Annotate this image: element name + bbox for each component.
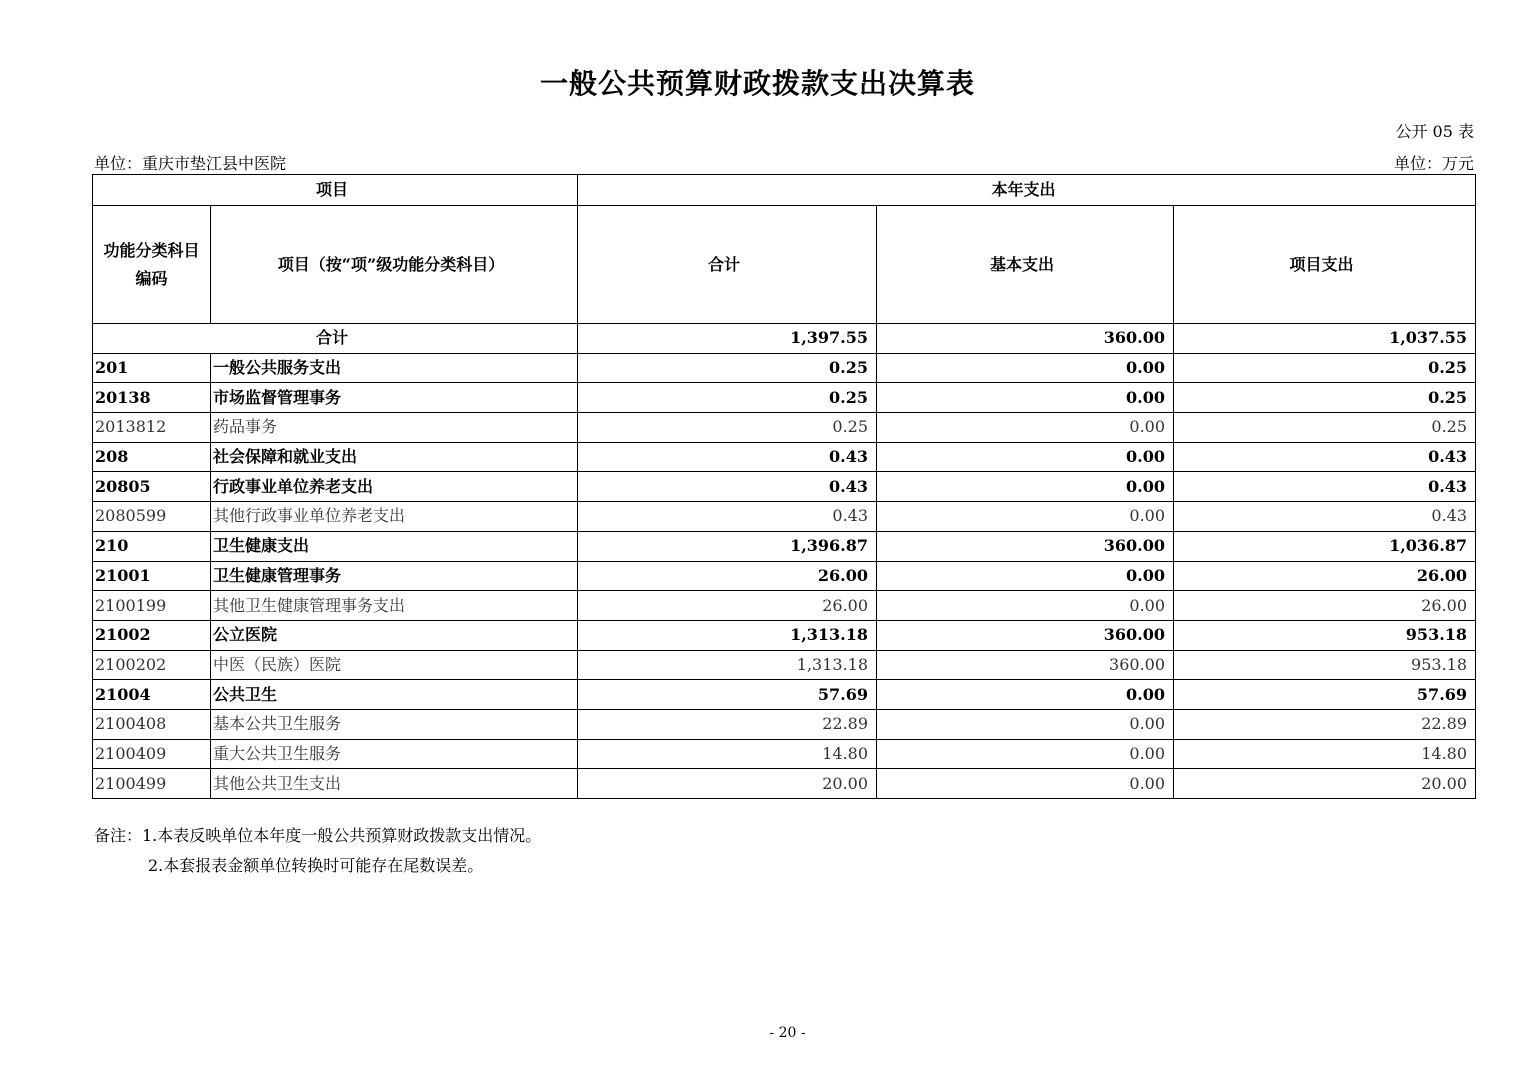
total-label: 合计 — [93, 324, 578, 354]
table-row — [93, 531, 1476, 561]
form-number: 公开 05 表 — [1395, 122, 1474, 141]
row-name: 中医（民族）医院 — [211, 650, 578, 680]
row-project: 26.00 — [1174, 591, 1476, 621]
table-row — [93, 383, 1476, 413]
row-project: 57.69 — [1174, 680, 1476, 710]
row-project: 20.00 — [1174, 769, 1476, 799]
row-total: 0.43 — [578, 442, 877, 472]
row-project: 0.25 — [1174, 413, 1476, 443]
row-name: 行政事业单位养老支出 — [211, 472, 578, 502]
row-total: 0.25 — [578, 383, 877, 413]
row-basic: 0.00 — [877, 769, 1174, 799]
row-total: 1,396.87 — [578, 531, 877, 561]
row-code: 21001 — [93, 561, 211, 591]
row-basic: 0.00 — [877, 353, 1174, 383]
note-line-1: 备注：1.本表反映单位本年度一般公共预算财政拨款支出情况。 — [94, 826, 542, 845]
table-row — [93, 502, 1476, 532]
row-basic: 0.00 — [877, 413, 1174, 443]
table-row — [93, 739, 1476, 769]
row-basic: 0.00 — [877, 709, 1174, 739]
reporting-unit: 单位：重庆市垫江县中医院 — [94, 154, 287, 173]
row-total: 0.43 — [578, 502, 877, 532]
row-basic: 0.00 — [877, 680, 1174, 710]
row-basic: 0.00 — [877, 561, 1174, 591]
header-name: 项目（按“项”级功能分类科目） — [211, 206, 578, 324]
row-basic: 0.00 — [877, 591, 1174, 621]
table-row — [93, 561, 1476, 591]
row-total: 0.25 — [578, 353, 877, 383]
row-code: 20805 — [93, 472, 211, 502]
header-project-group: 项目 — [93, 175, 578, 206]
row-name: 社会保障和就业支出 — [211, 442, 578, 472]
row-code: 21002 — [93, 620, 211, 650]
row-code: 2080599 — [93, 502, 211, 532]
total-project: 1,037.55 — [1174, 324, 1476, 354]
header-project-expense: 项目支出 — [1174, 206, 1476, 324]
row-name: 公立医院 — [211, 620, 578, 650]
table-row — [93, 413, 1476, 443]
row-name: 卫生健康管理事务 — [211, 561, 578, 591]
row-code: 2100202 — [93, 650, 211, 680]
table-row — [93, 650, 1476, 680]
header-total: 合计 — [578, 206, 877, 324]
note-line-2: 2.本套报表金额单位转换时可能存在尾数误差。 — [148, 856, 484, 875]
row-project: 14.80 — [1174, 739, 1476, 769]
table-row — [93, 472, 1476, 502]
total-basic: 360.00 — [877, 324, 1174, 354]
table-row — [93, 620, 1476, 650]
row-project: 0.43 — [1174, 442, 1476, 472]
row-project: 26.00 — [1174, 561, 1476, 591]
table-row — [93, 591, 1476, 621]
row-project: 0.25 — [1174, 353, 1476, 383]
row-total: 1,313.18 — [578, 650, 877, 680]
row-total: 14.80 — [578, 739, 877, 769]
row-name: 基本公共卫生服务 — [211, 709, 578, 739]
row-basic: 0.00 — [877, 502, 1174, 532]
row-total: 0.43 — [578, 472, 877, 502]
row-code: 2100199 — [93, 591, 211, 621]
row-name: 一般公共服务支出 — [211, 353, 578, 383]
row-project: 22.89 — [1174, 709, 1476, 739]
row-basic: 0.00 — [877, 472, 1174, 502]
row-name: 药品事务 — [211, 413, 578, 443]
row-project: 1,036.87 — [1174, 531, 1476, 561]
row-basic: 0.00 — [877, 383, 1174, 413]
row-project: 0.43 — [1174, 472, 1476, 502]
header-basic: 基本支出 — [877, 206, 1174, 324]
row-code: 2100409 — [93, 739, 211, 769]
row-total: 0.25 — [578, 413, 877, 443]
row-total: 1,313.18 — [578, 620, 877, 650]
row-name: 卫生健康支出 — [211, 531, 578, 561]
header-year-expense-group: 本年支出 — [578, 175, 1476, 206]
row-name: 市场监督管理事务 — [211, 383, 578, 413]
row-total: 26.00 — [578, 561, 877, 591]
header-code: 功能分类科目编码 — [93, 206, 211, 324]
row-code: 2013812 — [93, 413, 211, 443]
table-row — [93, 680, 1476, 710]
total-amount: 1,397.55 — [578, 324, 877, 354]
row-code: 201 — [93, 353, 211, 383]
header-row-groups — [93, 175, 1476, 206]
row-code: 2100408 — [93, 709, 211, 739]
row-code: 21004 — [93, 680, 211, 710]
row-code: 20138 — [93, 383, 211, 413]
row-project: 0.25 — [1174, 383, 1476, 413]
row-project: 0.43 — [1174, 502, 1476, 532]
row-project: 953.18 — [1174, 650, 1476, 680]
row-total: 57.69 — [578, 680, 877, 710]
table-row — [93, 769, 1476, 799]
header-row-columns — [93, 206, 1476, 324]
row-name: 其他行政事业单位养老支出 — [211, 502, 578, 532]
table-row — [93, 353, 1476, 383]
row-project: 953.18 — [1174, 620, 1476, 650]
total-row — [93, 324, 1476, 354]
row-name: 公共卫生 — [211, 680, 578, 710]
row-basic: 360.00 — [877, 531, 1174, 561]
row-name: 其他公共卫生支出 — [211, 769, 578, 799]
row-code: 2100499 — [93, 769, 211, 799]
row-code: 210 — [93, 531, 211, 561]
table-row — [93, 442, 1476, 472]
row-code: 208 — [93, 442, 211, 472]
row-basic: 0.00 — [877, 739, 1174, 769]
row-total: 20.00 — [578, 769, 877, 799]
row-total: 22.89 — [578, 709, 877, 739]
currency-unit: 单位：万元 — [1393, 154, 1474, 173]
row-total: 26.00 — [578, 591, 877, 621]
expenditure-table — [92, 174, 1476, 799]
page-number: - 20 - — [769, 1025, 806, 1041]
row-basic: 360.00 — [877, 650, 1174, 680]
notes — [94, 821, 541, 881]
table-row — [93, 709, 1476, 739]
row-name: 重大公共卫生服务 — [211, 739, 578, 769]
row-basic: 0.00 — [877, 442, 1174, 472]
page-title: 一般公共预算财政拨款支出决算表 — [539, 67, 975, 100]
row-name: 其他卫生健康管理事务支出 — [211, 591, 578, 621]
row-basic: 360.00 — [877, 620, 1174, 650]
